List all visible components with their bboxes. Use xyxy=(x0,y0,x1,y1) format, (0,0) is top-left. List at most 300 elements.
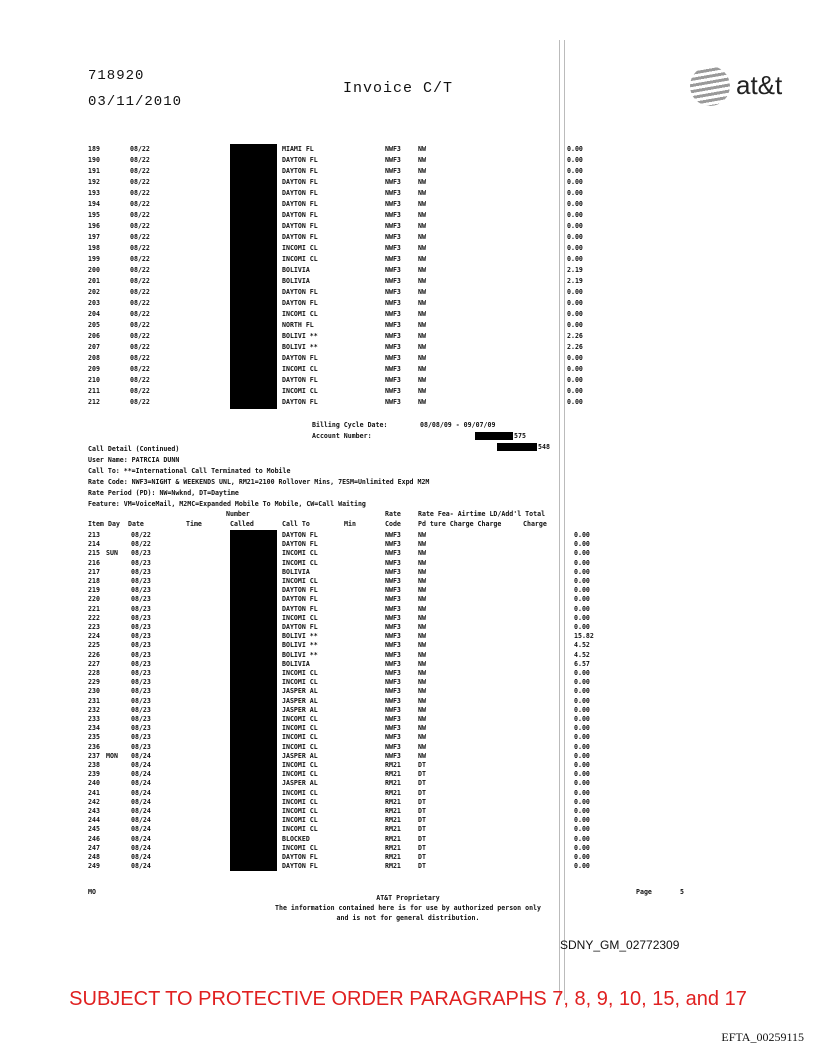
cell-pd: DT xyxy=(418,807,426,815)
cell-pd: NW xyxy=(418,200,426,208)
cell-pd: DT xyxy=(418,816,426,825)
cell-date: 08/22 xyxy=(130,299,150,307)
cell-rc: RM21 xyxy=(385,825,401,834)
cell-to: DAYTON FL xyxy=(282,595,318,604)
cell-item: 214 xyxy=(88,540,100,549)
cell-rc: NWF3 xyxy=(385,540,401,549)
proprietary-label: AT&T Proprietary xyxy=(376,894,440,902)
cell-item: 249 xyxy=(88,862,100,871)
cell-item: 226 xyxy=(88,650,100,659)
cell-pd: DT xyxy=(418,761,426,769)
cell-rc: NWF3 xyxy=(385,310,401,318)
cell-pd: NW xyxy=(418,751,426,760)
cell-rc: NWF3 xyxy=(385,244,401,252)
account-tail: 548 xyxy=(538,443,550,451)
cell-to: INCOMI CL xyxy=(282,678,318,687)
cell-item: 194 xyxy=(88,200,100,208)
cell-date: 08/23 xyxy=(131,669,151,677)
cell-to: DAYTON FL xyxy=(282,604,318,613)
logo-text: at&t xyxy=(736,70,783,100)
cell-date: 08/24 xyxy=(131,816,151,825)
cell-rc: NWF3 xyxy=(385,632,401,641)
cell-pd: NW xyxy=(418,266,426,274)
cell-to: DAYTON FL xyxy=(282,189,318,197)
cell-pd: NW xyxy=(418,244,426,252)
cell-to: INCOMI CL xyxy=(282,558,318,567)
cell-pd: DT xyxy=(418,834,426,843)
cell-date: 08/23 xyxy=(131,567,151,576)
cell-to: INCOMI CL xyxy=(282,669,318,677)
cell-pd: NW xyxy=(418,332,426,340)
cell-date: 08/22 xyxy=(130,178,150,186)
cell-to: BLOCKED xyxy=(282,834,310,843)
cell-date: 08/23 xyxy=(131,641,151,650)
cell-total: 0.00 xyxy=(574,705,590,714)
cell-pd: NW xyxy=(418,255,426,263)
cell-rc: NWF3 xyxy=(385,376,401,384)
cell-item: 199 xyxy=(88,255,100,263)
cell-to: NORTH FL xyxy=(282,321,314,329)
cell-date: 08/22 xyxy=(130,365,150,373)
cell-item: 247 xyxy=(88,843,100,852)
billing-cycle-value: 08/08/09 - 09/07/09 xyxy=(420,421,496,429)
cell-total: 0.00 xyxy=(574,779,590,788)
cell-to: INCOMI CL xyxy=(282,310,318,318)
cell-date: 08/22 xyxy=(130,376,150,384)
cell-total: 0.00 xyxy=(574,788,590,797)
rate-code-legend: Rate Code: NWF3=NIGHT & WEEKENDS UNL, RM21=2100 Rollover Mins, 7ESM=Unlimited Expd M2M xyxy=(88,478,430,486)
cell-total: 0.00 xyxy=(567,200,583,208)
cell-date: 08/22 xyxy=(130,145,150,153)
cell-pd: NW xyxy=(418,288,426,296)
cell-pd: NW xyxy=(418,145,426,153)
cell-item: 229 xyxy=(88,678,100,687)
cell-to: DAYTON FL xyxy=(282,531,318,539)
cell-item: 189 xyxy=(88,145,100,153)
column-divider xyxy=(559,40,560,1000)
cell-pd: NW xyxy=(418,577,426,585)
cell-total: 0.00 xyxy=(574,742,590,751)
cell-item: 232 xyxy=(88,705,100,714)
cell-rc: NWF3 xyxy=(385,156,401,164)
redaction-block xyxy=(230,861,277,871)
cell-to: INCOMI CL xyxy=(282,843,318,852)
cell-item: 216 xyxy=(88,558,100,567)
cell-to: JASPER AL xyxy=(282,751,318,760)
cell-date: 08/23 xyxy=(131,724,151,733)
cell-total: 0.00 xyxy=(574,843,590,852)
cell-to: INCOMI CL xyxy=(282,825,318,834)
cell-rc: NWF3 xyxy=(385,586,401,595)
call-to-legend: Call To: **=International Call Terminated to Mobile xyxy=(88,467,291,475)
cell-item: 190 xyxy=(88,156,100,164)
cell-date: 08/22 xyxy=(130,244,150,252)
cell-rc: NWF3 xyxy=(385,613,401,622)
cell-to: DAYTON FL xyxy=(282,299,318,307)
cell-total: 2.19 xyxy=(567,266,583,274)
cell-date: 08/22 xyxy=(130,321,150,329)
cell-item: 201 xyxy=(88,277,100,285)
cell-item: 221 xyxy=(88,604,100,613)
cell-rc: RM21 xyxy=(385,797,401,806)
cell-date: 08/24 xyxy=(131,779,151,788)
cell-date: 08/23 xyxy=(131,577,151,585)
cell-to: DAYTON FL xyxy=(282,233,318,241)
cell-to: BOLIVI ** xyxy=(282,632,318,641)
cell-item: 211 xyxy=(88,387,100,395)
cell-day: MON xyxy=(106,751,118,760)
cell-date: 08/24 xyxy=(131,862,151,871)
cell-date: 08/23 xyxy=(131,604,151,613)
cell-rc: NWF3 xyxy=(385,299,401,307)
cell-to: DAYTON FL xyxy=(282,398,318,406)
cell-to: DAYTON FL xyxy=(282,200,318,208)
cell-rc: NWF3 xyxy=(385,266,401,274)
cell-to: DAYTON FL xyxy=(282,586,318,595)
cell-date: 08/23 xyxy=(131,613,151,622)
col-header-callto: Call To xyxy=(282,520,310,528)
cell-item: 197 xyxy=(88,233,100,241)
cell-pd: NW xyxy=(418,613,426,622)
cell-pd: NW xyxy=(418,742,426,751)
cell-pd: NW xyxy=(418,641,426,650)
cell-to: INCOMI CL xyxy=(282,613,318,622)
notice-line: and is not for general distribution. xyxy=(336,914,480,922)
cell-total: 0.00 xyxy=(567,376,583,384)
cell-pd: NW xyxy=(418,222,426,230)
invoice-date: 03/11/2010 xyxy=(88,94,183,110)
cell-total: 0.00 xyxy=(574,577,590,585)
cell-to: DAYTON FL xyxy=(282,211,318,219)
footer-mo: MO xyxy=(88,888,96,896)
cell-pd: NW xyxy=(418,343,426,351)
col-header-called: Called xyxy=(230,520,254,528)
cell-pd: NW xyxy=(418,299,426,307)
cell-item: 191 xyxy=(88,167,100,175)
cell-total: 0.00 xyxy=(574,724,590,733)
cell-item: 198 xyxy=(88,244,100,252)
cell-to: BOLIVI ** xyxy=(282,650,318,659)
cell-to: BOLIVI ** xyxy=(282,343,318,351)
cell-date: 08/23 xyxy=(131,549,151,558)
cell-rc: RM21 xyxy=(385,834,401,843)
cell-to: INCOMI CL xyxy=(282,788,318,797)
cell-total: 0.00 xyxy=(567,189,583,197)
rate-period-legend: Rate Period (PD): NW=Nwknd, DT=Daytime xyxy=(88,489,239,497)
cell-pd: NW xyxy=(418,277,426,285)
cell-total: 0.00 xyxy=(574,567,590,576)
cell-date: 08/23 xyxy=(131,650,151,659)
cell-pd: DT xyxy=(418,770,426,779)
cell-rc: NWF3 xyxy=(385,604,401,613)
cell-item: 234 xyxy=(88,724,100,733)
cell-to: INCOMI CL xyxy=(282,742,318,751)
cell-total: 4.52 xyxy=(574,650,590,659)
cell-item: 245 xyxy=(88,825,100,834)
cell-rc: NWF3 xyxy=(385,387,401,395)
cell-date: 08/24 xyxy=(131,843,151,852)
cell-date: 08/22 xyxy=(130,343,150,351)
cell-pd: NW xyxy=(418,567,426,576)
cell-item: 242 xyxy=(88,797,100,806)
cell-date: 08/22 xyxy=(130,310,150,318)
cell-day: SUN xyxy=(106,549,118,558)
cell-total: 0.00 xyxy=(567,398,583,406)
cell-pd: NW xyxy=(418,724,426,733)
cell-total: 2.26 xyxy=(567,343,583,351)
cell-to: DAYTON FL xyxy=(282,222,318,230)
cell-item: 240 xyxy=(88,779,100,788)
col-header-date: Date xyxy=(128,520,144,528)
cell-date: 08/22 xyxy=(130,398,150,406)
cell-pd: NW xyxy=(418,549,426,558)
cell-pd: NW xyxy=(418,211,426,219)
cell-pd: NW xyxy=(418,632,426,641)
account-number: 718920 xyxy=(88,68,145,84)
col-header-day: Day xyxy=(108,520,120,528)
cell-rc: NWF3 xyxy=(385,343,401,351)
cell-to: INCOMI CL xyxy=(282,733,318,742)
cell-item: 200 xyxy=(88,266,100,274)
cell-date: 08/22 xyxy=(131,531,151,539)
cell-item: 209 xyxy=(88,365,100,373)
cell-rc: NWF3 xyxy=(385,531,401,539)
cell-pd: NW xyxy=(418,398,426,406)
cell-rc: NWF3 xyxy=(385,558,401,567)
account-tail: 575 xyxy=(514,432,526,440)
cell-date: 08/23 xyxy=(131,715,151,723)
cell-rc: NWF3 xyxy=(385,669,401,677)
page-label: Page xyxy=(636,888,652,896)
cell-item: 241 xyxy=(88,788,100,797)
cell-rc: NWF3 xyxy=(385,567,401,576)
col-header-time: Time xyxy=(186,520,202,528)
cell-date: 08/24 xyxy=(131,761,151,769)
cell-date: 08/22 xyxy=(130,200,150,208)
cell-rc: NWF3 xyxy=(385,398,401,406)
cell-pd: NW xyxy=(418,387,426,395)
cell-rc: RM21 xyxy=(385,779,401,788)
cell-total: 0.00 xyxy=(574,549,590,558)
cell-pd: NW xyxy=(418,604,426,613)
col-header-code: Code xyxy=(385,520,401,528)
cell-rc: NWF3 xyxy=(385,715,401,723)
cell-to: DAYTON FL xyxy=(282,167,318,175)
cell-total: 2.26 xyxy=(567,332,583,340)
cell-total: 0.00 xyxy=(574,531,590,539)
cell-total: 0.00 xyxy=(574,687,590,696)
cell-rc: NWF3 xyxy=(385,696,401,705)
cell-rc: RM21 xyxy=(385,761,401,769)
cell-total: 0.00 xyxy=(567,211,583,219)
cell-pd: DT xyxy=(418,825,426,834)
cell-item: 246 xyxy=(88,834,100,843)
cell-pd: NW xyxy=(418,733,426,742)
cell-rc: RM21 xyxy=(385,770,401,779)
cell-total: 0.00 xyxy=(574,715,590,723)
cell-item: 248 xyxy=(88,853,100,861)
cell-item: 236 xyxy=(88,742,100,751)
cell-item: 227 xyxy=(88,659,100,668)
cell-to: DAYTON FL xyxy=(282,354,318,362)
cell-to: JASPER AL xyxy=(282,696,318,705)
cell-date: 08/22 xyxy=(130,167,150,175)
cell-item: 224 xyxy=(88,632,100,641)
cell-total: 0.00 xyxy=(567,321,583,329)
cell-rc: NWF3 xyxy=(385,577,401,585)
cell-pd: NW xyxy=(418,540,426,549)
cell-pd: NW xyxy=(418,167,426,175)
cell-item: 215 xyxy=(88,549,100,558)
cell-rc: NWF3 xyxy=(385,222,401,230)
col-header-rate: Rate xyxy=(385,510,401,518)
protective-order-notice: SUBJECT TO PROTECTIVE ORDER PARAGRAPHS 7, 8, 9, 10, 15, and 17 xyxy=(69,988,747,1010)
cell-to: INCOMI CL xyxy=(282,549,318,558)
cell-total: 0.00 xyxy=(567,145,583,153)
cell-total: 0.00 xyxy=(574,604,590,613)
cell-to: BOLIVIA xyxy=(282,567,310,576)
cell-total: 0.00 xyxy=(574,696,590,705)
cell-pd: DT xyxy=(418,853,426,861)
cell-to: DAYTON FL xyxy=(282,540,318,549)
cell-pd: NW xyxy=(418,178,426,186)
cell-total: 0.00 xyxy=(574,613,590,622)
cell-rc: NWF3 xyxy=(385,178,401,186)
cell-item: 217 xyxy=(88,567,100,576)
cell-total: 0.00 xyxy=(574,834,590,843)
cell-item: 193 xyxy=(88,189,100,197)
cell-to: DAYTON FL xyxy=(282,178,318,186)
cell-date: 08/23 xyxy=(131,623,151,631)
cell-total: 0.00 xyxy=(574,797,590,806)
cell-pd: NW xyxy=(418,376,426,384)
cell-rc: NWF3 xyxy=(385,354,401,362)
cell-item: 203 xyxy=(88,299,100,307)
cell-item: 196 xyxy=(88,222,100,230)
cell-total: 0.00 xyxy=(574,816,590,825)
cell-to: BOLIVIA xyxy=(282,277,310,285)
cell-to: INCOMI CL xyxy=(282,715,318,723)
cell-rc: NWF3 xyxy=(385,365,401,373)
account-number-label: Account Number: xyxy=(312,432,372,440)
cell-total: 0.00 xyxy=(574,733,590,742)
cell-date: 08/22 xyxy=(130,288,150,296)
cell-to: DAYTON FL xyxy=(282,853,318,861)
cell-to: BOLIVI ** xyxy=(282,641,318,650)
page-number: 5 xyxy=(680,888,684,896)
cell-rc: NWF3 xyxy=(385,167,401,175)
att-logo xyxy=(690,66,782,110)
cell-date: 08/22 xyxy=(130,189,150,197)
cell-to: INCOMI CL xyxy=(282,724,318,733)
cell-item: 231 xyxy=(88,696,100,705)
cell-item: 207 xyxy=(88,343,100,351)
cell-pd: DT xyxy=(418,843,426,852)
cell-total: 0.00 xyxy=(567,222,583,230)
cell-date: 08/24 xyxy=(131,770,151,779)
cell-item: 212 xyxy=(88,398,100,406)
cell-pd: NW xyxy=(418,705,426,714)
cell-item: 225 xyxy=(88,641,100,650)
cell-pd: DT xyxy=(418,862,426,871)
col-header-pd: Pd ture Charge Charge xyxy=(418,520,502,528)
cell-rc: NWF3 xyxy=(385,321,401,329)
cell-pd: NW xyxy=(418,595,426,604)
cell-total: 0.00 xyxy=(567,299,583,307)
cell-date: 08/22 xyxy=(130,255,150,263)
cell-item: 192 xyxy=(88,178,100,186)
detail-heading: Call Detail (Continued) xyxy=(88,445,180,453)
cell-to: INCOMI CL xyxy=(282,255,318,263)
cell-item: 204 xyxy=(88,310,100,318)
cell-rc: RM21 xyxy=(385,843,401,852)
cell-rc: NWF3 xyxy=(385,145,401,153)
cell-date: 08/22 xyxy=(130,211,150,219)
cell-total: 0.00 xyxy=(574,770,590,779)
cell-total: 15.82 xyxy=(574,632,594,641)
cell-rc: NWF3 xyxy=(385,687,401,696)
cell-item: 243 xyxy=(88,807,100,815)
cell-date: 08/23 xyxy=(131,733,151,742)
cell-date: 08/23 xyxy=(131,586,151,595)
cell-to: BOLIVI ** xyxy=(282,332,318,340)
cell-total: 0.00 xyxy=(574,669,590,677)
billing-cycle-label: Billing Cycle Date: xyxy=(312,421,388,429)
cell-item: 235 xyxy=(88,733,100,742)
cell-date: 08/22 xyxy=(130,222,150,230)
cell-total: 0.00 xyxy=(567,167,583,175)
cell-date: 08/22 xyxy=(130,233,150,241)
cell-date: 08/23 xyxy=(131,687,151,696)
page-title: Invoice C/T xyxy=(343,80,454,97)
cell-pd: NW xyxy=(418,365,426,373)
cell-date: 08/23 xyxy=(131,558,151,567)
cell-date: 08/22 xyxy=(130,156,150,164)
cell-to: INCOMI CL xyxy=(282,797,318,806)
cell-to: DAYTON FL xyxy=(282,862,318,871)
cell-pd: NW xyxy=(418,354,426,362)
cell-date: 08/22 xyxy=(130,266,150,274)
cell-rc: RM21 xyxy=(385,853,401,861)
cell-item: 237 xyxy=(88,751,100,760)
cell-total: 6.57 xyxy=(574,659,590,668)
cell-to: JASPER AL xyxy=(282,687,318,696)
cell-total: 0.00 xyxy=(574,807,590,815)
cell-rc: RM21 xyxy=(385,788,401,797)
cell-rc: NWF3 xyxy=(385,650,401,659)
cell-rc: NWF3 xyxy=(385,189,401,197)
cell-total: 0.00 xyxy=(574,558,590,567)
cell-to: INCOMI CL xyxy=(282,387,318,395)
cell-total: 0.00 xyxy=(567,365,583,373)
cell-pd: DT xyxy=(418,779,426,788)
cell-rc: NWF3 xyxy=(385,255,401,263)
cell-pd: NW xyxy=(418,321,426,329)
cell-total: 4.52 xyxy=(574,641,590,650)
cell-to: DAYTON FL xyxy=(282,156,318,164)
cell-rc: NWF3 xyxy=(385,288,401,296)
cell-item: 218 xyxy=(88,577,100,585)
cell-pd: NW xyxy=(418,558,426,567)
cell-item: 239 xyxy=(88,770,100,779)
cell-date: 08/22 xyxy=(130,277,150,285)
cell-item: 219 xyxy=(88,586,100,595)
cell-total: 0.00 xyxy=(567,387,583,395)
cell-to: JASPER AL xyxy=(282,705,318,714)
cell-item: 202 xyxy=(88,288,100,296)
cell-item: 230 xyxy=(88,687,100,696)
cell-to: BOLIVIA xyxy=(282,659,310,668)
